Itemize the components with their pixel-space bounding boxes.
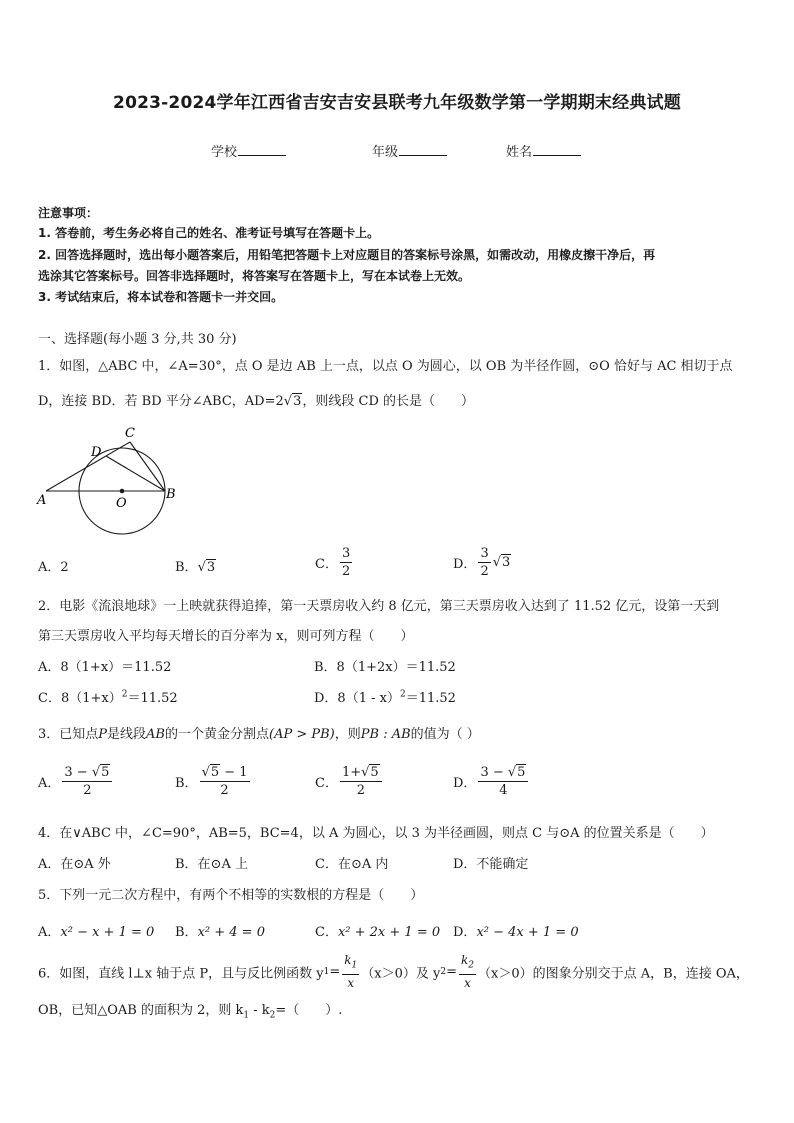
school-label: 学校 <box>211 145 238 160</box>
q3-optd-frac <box>478 764 528 799</box>
q4-option-d: D．不能确定 <box>453 857 529 872</box>
q2-option-a: A．8（1+x）＝11.52 <box>38 660 172 675</box>
section-heading: 一、选择题(每小题 3 分,共 30 分) <box>38 332 237 347</box>
q6-k2: k <box>461 953 469 967</box>
grade-label: 年级 <box>372 145 399 160</box>
q3-optb-label: B． <box>175 776 198 791</box>
q3-optc-frac <box>340 764 382 799</box>
q2-option-d <box>314 687 456 706</box>
q1-optd-num: 3 <box>480 546 489 561</box>
q5-optb-label: B． <box>175 925 198 940</box>
notice-num-3: 3. <box>38 290 51 304</box>
q3-optd-num <box>478 764 528 782</box>
q1-line1: 1．如图，△ABC 中，∠A=30°，点 O 是边 AB 上一点，以点 O 为圆心，以 OB 为半径作圆，⊙O 恰好与 AC 相切于点 <box>38 359 733 374</box>
q4-option-b: B．在⊙A 上 <box>175 857 248 872</box>
q2-optc-post: ＝11.52 <box>127 691 178 706</box>
q3-segment-ab: AB <box>146 727 165 742</box>
q3-optd-rad: 5 <box>517 765 526 780</box>
segment-ac <box>46 442 130 491</box>
q5-option-c <box>315 921 440 940</box>
q1-figure <box>34 422 184 542</box>
q6-frac2 <box>459 952 476 992</box>
notice-text-2a: 回答选择题时，选出每小题答案后，用铅笔把答题卡上对应题目的答案标号涂黑，如需改动，用橡皮擦干净后，再 <box>55 248 656 262</box>
q5-option-a <box>38 921 154 940</box>
q5-opta-math: x² − x + 1 = 0 <box>60 925 155 940</box>
name-label: 姓名 <box>506 145 533 160</box>
q3-option-c <box>315 764 384 799</box>
q4-option-a: A．在⊙A 外 <box>38 857 111 872</box>
q3-opta-sqrt: √5 <box>91 765 110 780</box>
q3-line <box>38 723 480 742</box>
q6-k1: k <box>344 953 352 967</box>
label-a: A <box>37 493 47 508</box>
notice-item-3 <box>38 288 283 305</box>
q1-optc-den: 2 <box>341 564 351 579</box>
q6-eq1: = <box>329 964 341 980</box>
q1-option-c <box>315 545 354 580</box>
grade-blank <box>399 143 447 156</box>
label-b: B <box>166 487 176 502</box>
q3-optd-label: D． <box>453 776 477 791</box>
q4-line: 4．在∨ABC 中，∠C=90°，AB=5，BC=4，以 A 为圆心，以 3 为半径画圆，则点 C 与⊙A 的位置关系是（ ） <box>38 826 714 841</box>
q6-pre: 6．如图，直线 l⊥x 轴于点 P，且与反比例函数 y <box>38 966 324 982</box>
q1-option-d <box>453 545 511 580</box>
school-field <box>211 141 286 160</box>
q3-point-p: P <box>98 727 108 742</box>
q2-optd-pre: D．8（1 - x） <box>314 691 400 706</box>
q5-optd-math: x² − 4x + 1 = 0 <box>476 925 579 940</box>
q2-line2: 第三天票房收入平均每天增长的百分率为 x，则可列方程（ ） <box>38 629 414 644</box>
q1-line2-pre: D，连接 BD．若 BD 平分∠ABC，AD=2 <box>38 394 284 409</box>
notice-text-1: 答卷前，考生务必将自己的姓名、准考证号填写在答题卡上。 <box>55 226 380 240</box>
q6-l2post: =（ ）. <box>275 1003 343 1018</box>
q3-optd-num-a: 3 − <box>480 765 508 780</box>
q3-optc-rad: 5 <box>370 765 379 780</box>
q2-optd-sup: 2 <box>399 689 406 700</box>
q1-option-b <box>175 556 216 575</box>
notice-heading: 注意事项： <box>38 206 99 220</box>
school-blank <box>238 143 286 156</box>
q6-sub2: 2 <box>440 967 447 978</box>
q6-x2: x <box>464 976 471 991</box>
notice-num-2: 2. <box>38 248 51 262</box>
notice-num-1: 1. <box>38 226 51 240</box>
q1-optd-rad: 3 <box>502 555 511 570</box>
notice-text-3: 考试结束后，将本试卷和答题卡一并交回。 <box>55 290 284 304</box>
q1-option-a: A．2 <box>38 560 69 575</box>
name-blank <box>533 143 581 156</box>
q5-option-d <box>453 921 579 940</box>
label-d: D <box>91 445 102 460</box>
q3-condition: (AP > PB) <box>269 727 335 742</box>
q3-optc-den: 2 <box>356 783 365 798</box>
q6-line1 <box>38 952 749 992</box>
q3-opta-label: A． <box>38 776 61 791</box>
q1-optc-num: 3 <box>341 546 351 561</box>
name-field <box>506 141 581 160</box>
q3-mid3: ，则 <box>334 727 361 742</box>
q3-option-b <box>175 764 252 799</box>
q3-mid1: 是线段 <box>107 727 147 742</box>
q3-option-d <box>453 764 530 799</box>
q1-sqrt: √3 <box>283 394 302 409</box>
q1-line2 <box>38 390 474 409</box>
q6-frac1-num <box>342 952 359 975</box>
q6-frac2-num <box>459 952 476 975</box>
q6-line2 <box>38 999 342 1021</box>
q3-opta-den: 2 <box>83 783 92 798</box>
q3-optd-den: 4 <box>499 783 508 798</box>
q6-k1sub: 1 <box>351 960 358 971</box>
q5-optd-label: D． <box>453 925 477 940</box>
q6-x1: x <box>347 976 355 991</box>
q5-opta-label: A． <box>38 925 61 940</box>
q3-optc-num-a: 1+ <box>341 765 362 780</box>
label-o: O <box>116 496 127 511</box>
q3-opta-frac <box>62 764 112 799</box>
q3-optb-frac <box>200 764 250 799</box>
q1-optd-frac <box>478 545 490 580</box>
q6-cond1: （x＞0）及 y <box>361 966 441 982</box>
q5-optc-math: x² + 2x + 1 = 0 <box>337 925 441 940</box>
q3-optb-den: 2 <box>220 783 229 798</box>
q6-l2mid: - k <box>249 1003 270 1018</box>
q6-sub1: 1 <box>323 967 330 978</box>
q1-optd-sqrt: √3 <box>492 555 511 570</box>
q2-option-b: B．8（1+2x）＝11.52 <box>314 660 456 675</box>
q6-frac1 <box>342 952 359 992</box>
q3-ratio: PB : AB <box>360 727 411 742</box>
q3-pre: 3．已知点 <box>38 727 99 742</box>
q1-optd-den: 2 <box>480 564 489 579</box>
q3-optd-sqrt: √5 <box>507 765 526 780</box>
q3-opta-num <box>62 764 112 782</box>
q6-cond2: （x＞0）的图象分别交于点 A，B，连接 OA， <box>478 966 749 982</box>
grade-field <box>372 141 447 160</box>
q2-line1: 2．电影《流浪地球》一上映就获得追捧，第一天票房收入约 8 亿元，第三天票房收入达到了 11.52 亿元，设第一天到 <box>38 599 720 614</box>
q1-radicand: 3 <box>293 394 302 409</box>
q3-optb-sqrt: √5 <box>201 765 220 780</box>
segment-db <box>106 456 165 491</box>
q2-optc-pre: C．8（1+x） <box>38 691 122 706</box>
q2-option-c <box>38 687 178 706</box>
segment-cb <box>130 442 165 491</box>
q3-optb-num-b: − 1 <box>220 765 248 780</box>
q5-optc-label: C． <box>315 925 338 940</box>
q3-optc-label: C． <box>315 776 338 791</box>
q3-optc-sqrt: √5 <box>361 765 379 780</box>
q3-mid2: 的一个黄金分割点 <box>165 727 270 742</box>
q6-l2sub1: 1 <box>243 1010 250 1021</box>
q1-optb-label: B． <box>175 560 198 575</box>
q6-l2sub2: 2 <box>269 1010 276 1021</box>
q1-line2-post: ，则线段 CD 的长是（ ） <box>302 394 474 409</box>
q5-option-b <box>175 921 265 940</box>
q2-optc-sup: 2 <box>121 689 128 700</box>
q3-optc-num <box>340 764 382 782</box>
q3-opta-rad: 5 <box>101 765 110 780</box>
q6-k2sub: 2 <box>468 960 475 971</box>
q3-opta-num-a: 3 − <box>64 765 92 780</box>
q6-eq2: = <box>446 964 457 980</box>
page-title: 2023-2024学年江西省吉安吉安县联考九年级数学第一学期期末经典试题 <box>113 93 681 113</box>
q1-optc-frac <box>340 545 352 580</box>
notice-item-1 <box>38 224 379 241</box>
q6-line2-pre: OB，已知△OAB 的面积为 2，则 k <box>38 1003 244 1018</box>
q5-line: 5．下列一元二次方程中，有两个不相等的实数根的方程是（ ） <box>38 888 424 903</box>
label-c: C <box>125 426 135 441</box>
q1-optb-sqrt: √3 <box>197 560 216 575</box>
q1-optb-rad: 3 <box>206 560 216 575</box>
q2-optd-post: ＝11.52 <box>405 691 456 706</box>
q3-optb-num <box>200 764 250 782</box>
notice-item-2b: 选涂其它答案标号。回答非选择题时，将答案写在答题卡上，写在本试卷上无效。 <box>38 269 471 283</box>
notice-item-2 <box>38 246 655 263</box>
q5-optb-math: x² + 4 = 0 <box>197 925 265 940</box>
q3-post: 的值为（ ） <box>410 727 480 742</box>
q3-option-a <box>38 764 114 799</box>
q1-optd-label: D． <box>453 557 477 572</box>
q3-optb-rad: 5 <box>210 765 220 780</box>
q1-optc-label: C． <box>315 557 338 572</box>
center-point <box>120 489 125 494</box>
q4-option-c: C．在⊙A 内 <box>315 857 389 872</box>
